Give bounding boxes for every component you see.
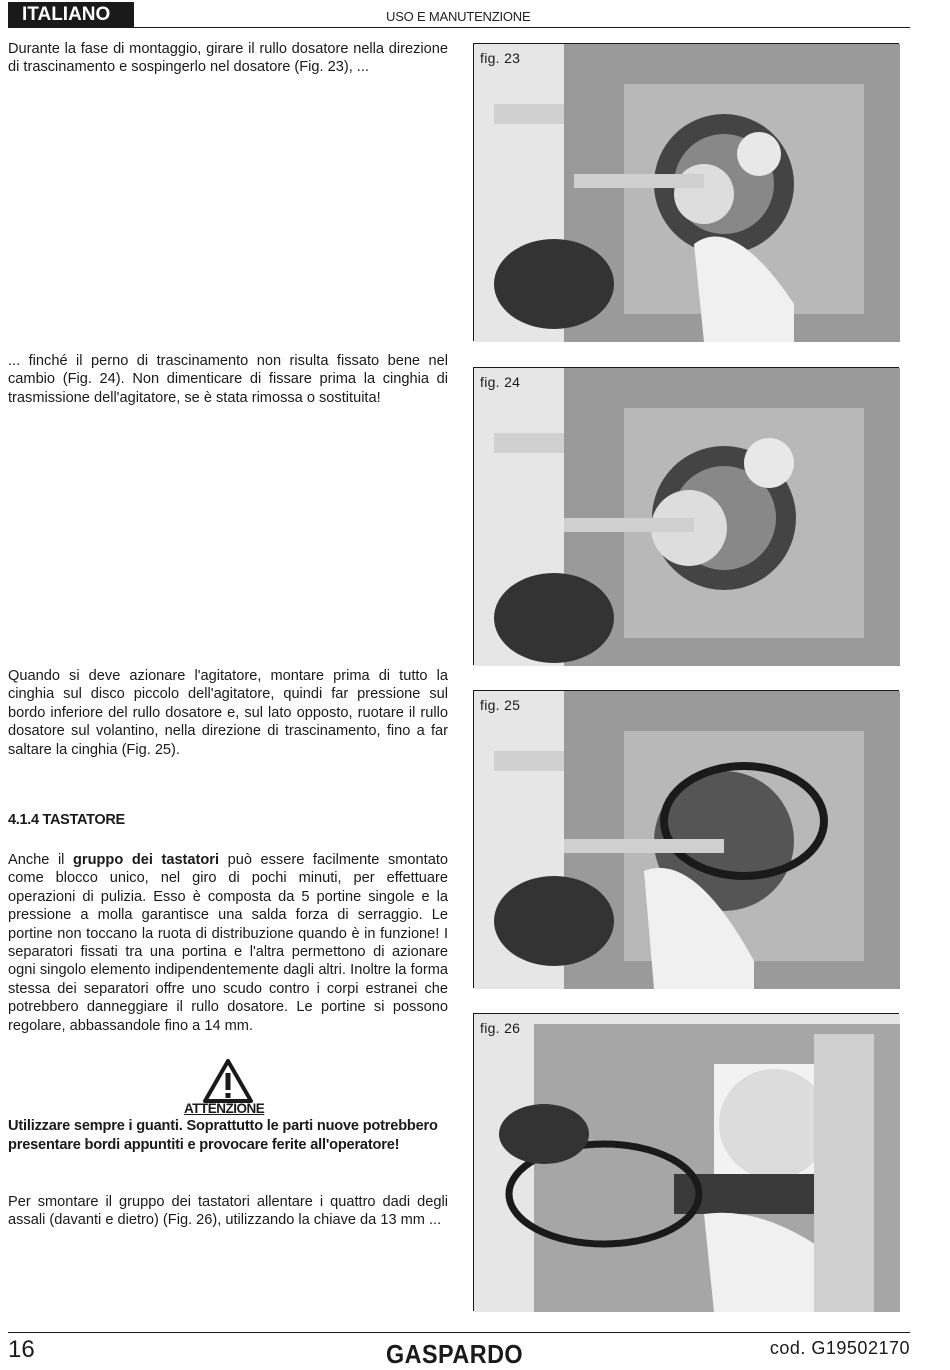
figure-26 [473, 1013, 905, 1317]
header-section-title: USO E MANUTENZIONE [386, 9, 531, 24]
paragraph-fig25: Quando si deve azionare l'agitatore, montare prima di tutto la cinghia sul disco piccolo dell'agitatore, quindi far pressione sul bordo inferiore del rullo dosatore e, sul lato opposto, ruotare il rullo dosatore sul volantino, nella direzione di trascinamento, fino a far saltare la cinghia (Fig. 25). [8, 668, 448, 758]
figure-caption: fig. 26 [480, 1020, 521, 1036]
figure-caption: fig. 24 [480, 374, 521, 390]
paragraph-fig24: ... finché il perno di trascinamento non risulta fissato bene nel cambio (Fig. 24). Non dimenticare di fissare prima la cinghia di trasmissione dell'agitatore, se è stata rimossa o sostituita! [8, 353, 448, 406]
machine-photo [474, 44, 900, 342]
header-divider [8, 27, 910, 28]
warning-text: Utilizzare sempre i guanti. Soprattutto le parti nuove potrebbero presentare bordi appuntiti e provocare ferite all'operatore! [8, 1118, 438, 1153]
machine-photo [474, 1014, 900, 1312]
figure-25 [473, 690, 905, 994]
warning-label: ATTENZIONE [184, 1101, 265, 1116]
figure-caption: fig. 25 [480, 697, 521, 713]
warning-triangle-icon [202, 1058, 254, 1104]
paragraph-tastatore-rest: può essere facilmente smontato come blocco unico, nel giro di pochi minuti, per effettuare operazioni di pulizia. Esso è composta da 5 portine singole e la pressione a molla garantisce una salda forza di serraggio. Le portine non toccano la ruota di distribuzione quando è in funzione! I separatori fissati tra una portina e l'altra permettono di azionare ogni singolo elemento indipendentemente dagli altri. Inoltre la forma stessa dei separatori offre uno scudo contro i corpi estranei che potrebbero danneggiare il rullo dosatore. Le portine si possono regolare, abbassandole fino a 14 mm. [8, 852, 448, 1034]
paragraph-fig26: Per smontare il gruppo dei tastatori allentare i quattro dadi degli assali (davanti e dietro) (Fig. 26), utilizzando la chiave da 13 mm ... [8, 1194, 448, 1229]
paragraph-tastatore-start: Anche il [8, 852, 73, 868]
machine-photo [474, 368, 900, 666]
figure-23 [473, 43, 905, 347]
document-code: cod. G19502170 [769, 1338, 910, 1358]
page-number: 16 [8, 1336, 35, 1363]
machine-photo [474, 691, 900, 989]
brand-logo: GASPARDO [386, 1339, 524, 1369]
section-title: 4.1.4 TASTATORE [8, 812, 125, 828]
footer-divider [8, 1332, 910, 1333]
paragraph-fig23: Durante la fase di montaggio, girare il rullo dosatore nella direzione di trascinamento e sospingerlo nel dosatore (Fig. 23), ... [8, 41, 448, 76]
figure-24 [473, 367, 905, 671]
figure-caption: fig. 23 [480, 50, 521, 66]
paragraph-tastatore-bold: gruppo dei tastatori [73, 852, 220, 868]
language-tab: ITALIANO [8, 2, 134, 28]
paragraph-tastatore [8, 851, 448, 1035]
